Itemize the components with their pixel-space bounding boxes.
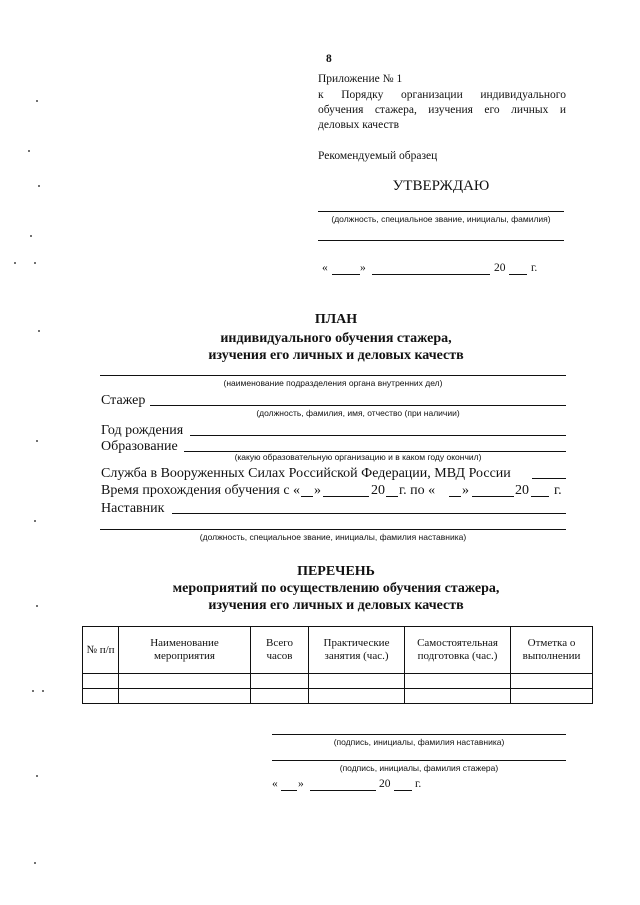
table-row xyxy=(83,674,593,689)
trainee-label: Стажер xyxy=(101,393,146,408)
sig-date-month-line xyxy=(310,790,376,791)
date-close-quote: » xyxy=(360,262,366,274)
period-from-label: Время прохождения обучения с « xyxy=(101,483,301,498)
unit-line xyxy=(100,375,566,376)
period-end: г. xyxy=(554,483,562,498)
date-year-suffix: г. xyxy=(531,262,538,274)
sig-date-year-line xyxy=(394,790,412,791)
table-cell[interactable] xyxy=(251,689,309,704)
list-title: ПЕРЕЧЕНЬ xyxy=(297,564,375,579)
service-line xyxy=(532,478,566,479)
mentor-signature-line xyxy=(272,734,566,735)
education-label: Образование xyxy=(101,439,178,454)
date-month-line xyxy=(372,274,490,275)
service-label: Служба в Вооруженных Силах Российской Федерации, МВД России xyxy=(101,466,511,481)
trainee-line xyxy=(150,405,566,406)
table-cell[interactable] xyxy=(511,689,593,704)
birth-year-line xyxy=(190,435,566,436)
col-total-hours-header: Всего часов xyxy=(251,627,309,674)
mentor-signature-caption: (подпись, инициалы, фамилия наставника) xyxy=(333,737,505,747)
plan-subtitle-1: индивидуального обучения стажера, xyxy=(220,331,452,346)
approve-second-line xyxy=(318,240,564,241)
period-close2: » xyxy=(462,483,469,498)
approve-caption: (должность, специальное звание, инициалы, фамилия) xyxy=(331,214,551,224)
mentor-label: Наставник xyxy=(101,501,165,516)
date-year-line xyxy=(509,274,527,275)
date-open-quote: « xyxy=(322,262,328,274)
period-year1-prefix: 20 xyxy=(371,483,385,498)
mentor-line xyxy=(172,513,566,514)
table-cell[interactable] xyxy=(405,674,511,689)
plan-title: ПЛАН xyxy=(314,312,358,327)
trainee-signature-caption: (подпись, инициалы, фамилия стажера) xyxy=(339,763,499,773)
table-header-row xyxy=(83,627,593,674)
table-cell[interactable] xyxy=(83,674,119,689)
education-caption: (какую образовательную организацию и в каком году окончил) xyxy=(234,452,482,462)
approve-date xyxy=(322,261,572,277)
period-year2-prefix: 20 xyxy=(515,483,529,498)
page-number: 8 xyxy=(326,53,332,65)
list-subtitle-1: мероприятий по осуществлению обучения стажера, xyxy=(172,581,500,596)
training-period xyxy=(101,482,571,500)
sig-date-day-line xyxy=(281,790,297,791)
period-to-label: г. по « xyxy=(399,483,436,498)
col-self-study-header: Самостоятельная подготовка (час.) xyxy=(405,627,511,674)
table-cell[interactable] xyxy=(511,674,593,689)
birth-year-label: Год рождения xyxy=(101,423,184,438)
sig-date-year-suffix: г. xyxy=(415,778,422,790)
table-cell[interactable] xyxy=(251,674,309,689)
col-completion-header: Отметка о выполнении xyxy=(511,627,593,674)
col-practice-header: Практические занятия (час.) xyxy=(309,627,405,674)
period-day2-line xyxy=(449,496,461,497)
table-cell[interactable] xyxy=(83,689,119,704)
period-month2-line xyxy=(472,496,514,497)
period-close1: » xyxy=(314,483,321,498)
table-cell[interactable] xyxy=(405,689,511,704)
signature-date xyxy=(272,777,442,793)
list-subtitle-2: изучения его личных и деловых качеств xyxy=(208,598,464,613)
table-cell[interactable] xyxy=(119,674,251,689)
appendix-text: к Порядку организации индивидуального обучения стажера, изучения его личных и деловых качеств xyxy=(318,89,566,131)
sig-date-open-quote: « xyxy=(272,778,278,790)
table-row xyxy=(83,689,593,704)
mentor-second-line xyxy=(100,529,566,530)
date-year-prefix: 20 xyxy=(494,262,506,274)
plan-subtitle-2: изучения его личных и деловых качеств xyxy=(208,348,464,363)
appendix-title: Приложение № 1 xyxy=(318,73,403,85)
approve-title: УТВЕРЖДАЮ xyxy=(392,178,490,194)
period-year1-line xyxy=(386,496,398,497)
approve-signature-line xyxy=(318,211,564,212)
period-month1-line xyxy=(323,496,369,497)
mentor-caption: (должность, специальное звание, инициалы, фамилия наставника) xyxy=(199,532,467,542)
col-number-header: № п/п xyxy=(83,627,119,674)
unit-caption: (наименование подразделения органа внутренних дел) xyxy=(223,378,443,388)
trainee-signature-line xyxy=(272,760,566,761)
recommended-sample: Рекомендуемый образец xyxy=(318,150,438,162)
period-year2-line xyxy=(531,496,549,497)
col-name-header: Наименование мероприятия xyxy=(119,627,251,674)
sig-date-year-prefix: 20 xyxy=(379,778,391,790)
sig-date-close-quote: » xyxy=(298,778,304,790)
period-day1-line xyxy=(301,496,313,497)
activities-table xyxy=(82,626,593,704)
table-cell[interactable] xyxy=(309,689,405,704)
date-day-line xyxy=(332,274,360,275)
table-cell[interactable] xyxy=(119,689,251,704)
trainee-caption: (должность, фамилия, имя, отчество (при наличии) xyxy=(256,408,460,418)
table-cell[interactable] xyxy=(309,674,405,689)
